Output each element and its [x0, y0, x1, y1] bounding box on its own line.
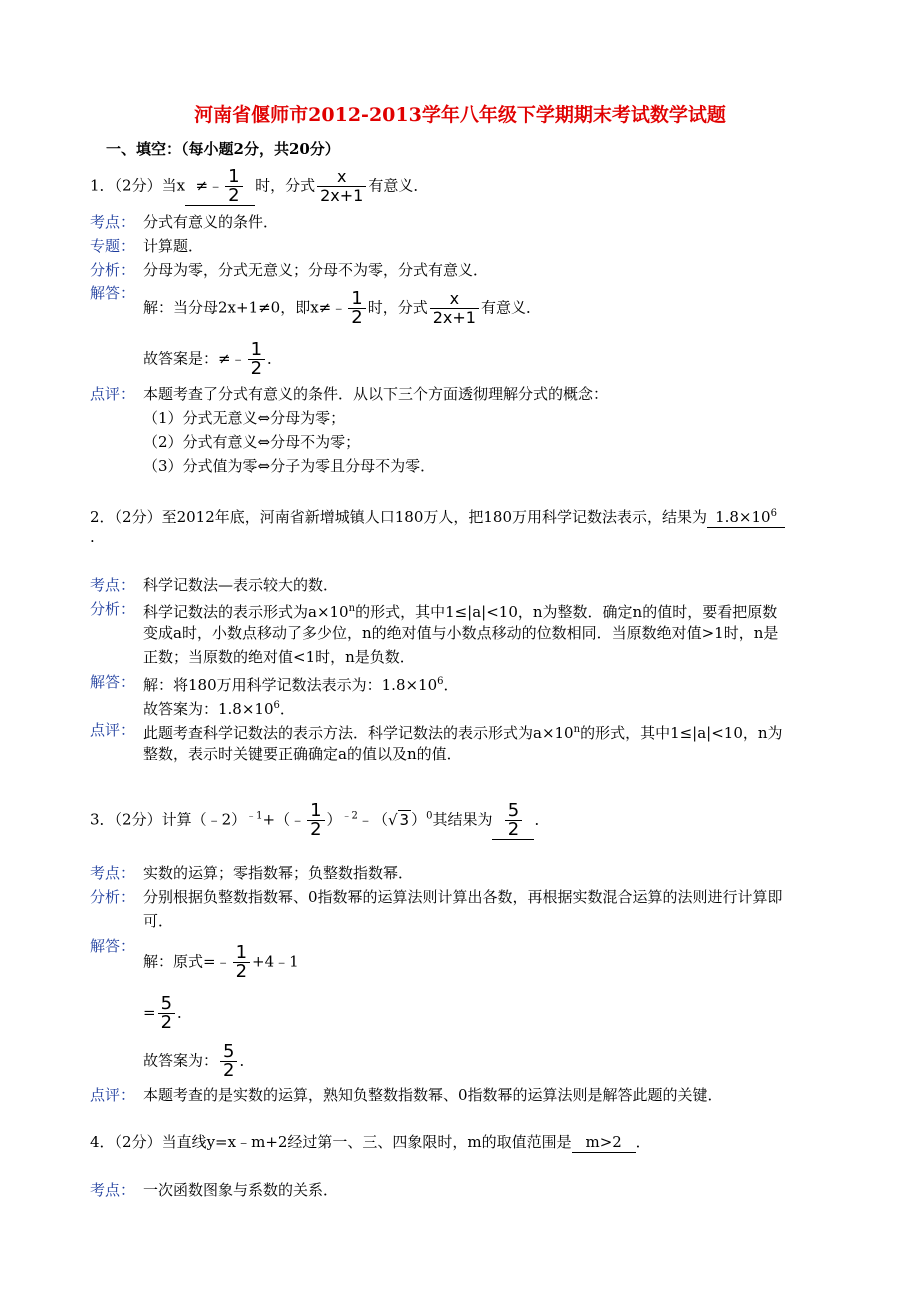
comment-text: 的形式，其中1≤|a|<10，n为 [580, 724, 783, 742]
solution-text: ． [443, 676, 459, 694]
q1-dianping-4: （3）分式值为零⇔分子为零且分母不为零． [143, 457, 436, 475]
label-kaodian: 考点： [90, 213, 136, 231]
square-root: √ 3 [387, 810, 410, 829]
fraction-denominator: 2 [235, 961, 248, 982]
fraction-numerator: 5 [505, 802, 522, 821]
section-heading: 一、填空：（每小题2分，共20分） [106, 140, 340, 158]
fraction [233, 944, 250, 981]
analysis-text: 的形式，其中1≤|a|<10，n为整数．确定n的值时，要看把原数 [355, 603, 778, 621]
question-3-text: ） [411, 810, 427, 829]
answer-blank [572, 1132, 636, 1153]
radicand: 3 [399, 810, 410, 829]
fraction-denominator: 2 [351, 307, 363, 328]
question-2-text: 2．（2分）至2012年底，河南省新增城镇人口180万人，把180万用科学记数法表示，结果为 [90, 508, 708, 526]
question-3-text: 3．（2分）计算（﹣2） [90, 810, 247, 829]
fraction-numerator: x [317, 168, 366, 187]
fraction-denominator: 2 [160, 1012, 173, 1033]
q1-jieda-line-2 [143, 341, 282, 378]
analysis-text: 科学记数法的表示形式为a×10 [143, 603, 349, 621]
fraction-numerator: 1 [225, 168, 242, 187]
solution-text: 有意义． [480, 298, 541, 317]
label-jieda: 解答： [90, 284, 136, 302]
answer-blank [185, 168, 255, 206]
label-jieda: 解答： [90, 673, 136, 691]
question-3-text: +（﹣ [262, 810, 306, 829]
fraction [430, 290, 479, 327]
fraction-denominator: 2x+1 [432, 308, 476, 327]
exponent: n [348, 603, 356, 614]
exponent: ﹣1 [246, 810, 263, 822]
label-dianping: 点评： [90, 385, 136, 403]
fraction-denominator: 2 [507, 819, 520, 840]
solution-text: 故答案为： [143, 1051, 219, 1070]
label-zhuanti: 专题： [90, 237, 136, 255]
fraction [307, 802, 324, 839]
q3-jieda-3 [143, 1043, 254, 1080]
q2-jieda-2 [143, 696, 295, 719]
answer-text: 1.8×10 [715, 508, 771, 526]
label-fenxi: 分析： [90, 600, 136, 618]
question-1-text: 有意义． [368, 176, 429, 195]
question-2-stem [90, 504, 785, 528]
fraction-numerator: 1 [233, 944, 250, 963]
fraction-numerator: 5 [220, 1043, 237, 1062]
q2-kaodian: 科学记数法—表示较大的数． [143, 576, 339, 594]
question-4-text: 4．（2分）当直线y=x﹣m+2经过第一、三、四象限时，m的取值范围是 [90, 1133, 572, 1151]
q1-kaodian: 分式有意义的条件． [143, 213, 279, 231]
q4-kaodian: 一次函数图象与系数的关系． [143, 1181, 339, 1199]
solution-text: ． [177, 1003, 193, 1022]
solution-text: 时，分式 [367, 298, 428, 317]
q2-fenxi-2: 变成a时，小数点移动了多少位，n的绝对值与小数点移动的位数相同．当原数绝对值>1时，n是 [143, 624, 779, 642]
q1-dianping-1: 本题考查了分式有意义的条件．从以下三个方面透彻理解分式的概念： [143, 385, 609, 403]
fraction [317, 168, 366, 205]
exponent: n [573, 724, 581, 735]
fraction [348, 290, 365, 327]
solution-text: ． [267, 349, 283, 368]
fraction-numerator: 1 [248, 341, 265, 360]
q3-jieda-1 [143, 944, 299, 981]
label-fenxi: 分析： [90, 888, 136, 906]
fraction-denominator: 2 [223, 1060, 235, 1081]
solution-text: ． [279, 700, 295, 718]
answer-blank [492, 802, 534, 840]
q1-jieda-line-1 [143, 290, 541, 327]
question-3-text: ﹣（ [357, 810, 388, 829]
question-4-text: ． [635, 1133, 651, 1151]
fraction [158, 995, 175, 1032]
fraction-denominator: 2x+1 [320, 186, 364, 205]
solution-text: +4﹣1 [252, 952, 299, 971]
exponent: 6 [437, 676, 444, 687]
fraction [225, 168, 242, 205]
answer-blank [707, 504, 785, 528]
label-dianping: 点评： [90, 721, 136, 739]
q1-zhuanti: 计算题． [143, 237, 204, 255]
solution-text: = [143, 1003, 156, 1022]
answer-text: m>2 [585, 1133, 622, 1151]
solution-text: 故答案是：≠﹣ [143, 349, 246, 368]
question-1-text: 时，分式 [255, 176, 316, 195]
answer-text: ≠﹣ [195, 176, 224, 195]
page-title: 河南省偃师市2012-2013学年八年级下学期期末考试数学试题 [194, 104, 726, 126]
q3-fenxi-1: 分别根据负整数指数幂、0指数幂的运算法则计算出各数，再根据实数混合运算的法则进行计算即 [143, 888, 783, 906]
q1-fenxi: 分母为零，分式无意义；分母不为零，分式有意义． [143, 261, 489, 279]
exponent: 0 [426, 810, 433, 822]
fraction-denominator: 2 [250, 358, 263, 379]
fraction-denominator: 2 [310, 819, 322, 840]
q1-dianping-2: （1）分式无意义⇔分母为零； [143, 409, 346, 427]
question-3-text: ． [534, 810, 550, 829]
fraction-numerator: x [430, 290, 479, 309]
question-3-text: ） [326, 810, 342, 829]
solution-text: 解：将180万用科学记数法表示为：1.8×10 [143, 676, 438, 694]
fraction-numerator: 1 [348, 290, 365, 309]
q2-dianping-2: 整数，表示时关键要正确确定a的值以及n的值． [143, 745, 462, 763]
fraction-numerator: 5 [158, 995, 175, 1014]
label-dianping: 点评： [90, 1086, 136, 1104]
fraction [248, 341, 265, 378]
question-1-stem [90, 168, 428, 206]
label-kaodian: 考点： [90, 1181, 136, 1199]
fraction [505, 802, 522, 839]
question-1-text: 1．（2分）当x [90, 176, 186, 195]
answer-exponent: 6 [770, 508, 777, 519]
label-jieda: 解答： [90, 937, 136, 955]
solution-text: 解：原式=﹣ [143, 952, 231, 971]
question-2-end: . [90, 528, 95, 546]
question-3-text: 其结果为 [432, 810, 493, 829]
solution-text: 解：当分母2x+1≠0，即x≠﹣ [143, 298, 347, 317]
label-fenxi: 分析： [90, 261, 136, 279]
q2-dianping-1 [143, 720, 783, 743]
q3-kaodian: 实数的运算；零指数幂；负整数指数幂． [143, 864, 414, 882]
q2-jieda-1 [143, 672, 459, 695]
q2-fenxi-1 [143, 599, 777, 622]
q3-dianping: 本题考查的是实数的运算，熟知负整数指数幂、0指数幂的运算法则是解答此题的关键． [143, 1086, 723, 1104]
q3-jieda-2 [143, 995, 192, 1032]
q1-dianping-3: （2）分式有意义⇔分母不为零； [143, 433, 361, 451]
solution-text: ． [239, 1051, 255, 1070]
fraction-numerator: 1 [307, 802, 324, 821]
label-kaodian: 考点： [90, 576, 136, 594]
comment-text: 此题考查科学记数法的表示方法．科学记数法的表示形式为a×10 [143, 724, 574, 742]
question-4-stem [90, 1132, 651, 1153]
fraction [220, 1043, 237, 1080]
solution-text: 故答案为：1.8×10 [143, 700, 274, 718]
exponent: 6 [273, 700, 280, 711]
label-kaodian: 考点： [90, 864, 136, 882]
exponent: ﹣2 [341, 810, 358, 822]
question-3-stem [90, 802, 549, 840]
fraction-denominator: 2 [228, 185, 240, 206]
q2-fenxi-3: 正数；当原数的绝对值<1时，n是负数． [143, 648, 415, 666]
q3-fenxi-2: 可． [143, 912, 174, 930]
